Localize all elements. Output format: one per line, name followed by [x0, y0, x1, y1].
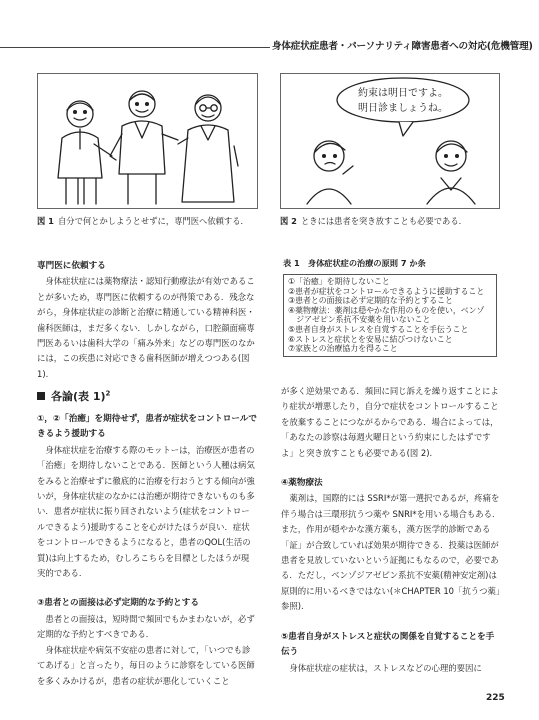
item-5-heading: ⑤患者自身がストレスと症状の関係を自覚することを手伝う	[281, 631, 495, 658]
speech-text-line2: 明日診ましょうね。	[358, 103, 448, 114]
appointment-illustration	[281, 74, 499, 208]
item-4-body: 薬剤は，国際的には SSRI*が第一選択であるが，疼痛を伴う場合は三環形抗うつ薬や SNRI*を用いる場合もある．また，作用が穏やかな漢方薬も，漢方医学的診断である「証」が合致していれば効果が期待できる．投薬は医師が患者を見放していないという証拠にもなるので，必要である．ただし，ベンゾジアゼピン系抗不安薬(精神安定剤)は原則的に用いるべきではない(＊CHAPTER 10「抗うつ薬」参照).	[281, 493, 501, 612]
referral-illustration	[38, 74, 257, 208]
item-4-heading: ④薬物療法	[281, 478, 323, 489]
item-5-body: 身体症状症の症状は，ストレスなどの心理的要因に	[289, 662, 482, 673]
table-item: ③患者との面接は必ず定期的な予約とすること	[288, 296, 453, 306]
table-item: ⑦家族との治療協力を得ること	[288, 344, 398, 354]
table-item: ①「治癒」を期待しないこと	[288, 277, 390, 286]
section-reference: 2	[105, 389, 111, 398]
running-header-title: 身体症状症患者・パーソナリティ障害患者への対応(危機管理)	[272, 41, 533, 52]
figure-2-caption	[280, 215, 467, 227]
section-heading	[37, 388, 110, 404]
continued-paragraph: が多く逆効果である．頻回に同じ訴えを繰り返すことにより症状が増悪したり，自分で症状をコントロールすることを放棄することにつながるからである．場合によっては，「あなたの診察は毎週火曜日という約束にしたはずですよ」と突き放すことも必要である(図 2).	[281, 386, 499, 458]
speech-text-line1: 約束は明日ですよ。	[358, 88, 448, 99]
section-label: 各論(表 1)	[51, 390, 106, 403]
item-1-2-heading: ①，②「治癒」を期待せず，患者が症状をコントロールできるよう援助する	[37, 414, 257, 440]
item-3-body-b: 身体症状症や病気不安症の患者に対して，「いつでも診てあげる」と言ったり，毎日のように診察をしている医師を多くみかけるが，患者の症状が悪化していくこと	[37, 644, 255, 686]
referral-section	[37, 259, 257, 382]
figure-2-caption-text: ときには患者を突き放すことも必要である．	[300, 216, 467, 226]
table-item: ⑥ストレスと症状とを安易に結びつけないこと	[288, 334, 453, 344]
table-1-box	[283, 274, 497, 357]
item-3-body-a: 患者との面接は，短時間で頻回でもかまわないが，必ず定期的な予約とすべきである．	[37, 613, 255, 640]
figure-1-caption	[37, 215, 249, 227]
figure-2-number: 図 2	[280, 216, 297, 226]
right-column-body	[281, 384, 501, 676]
section-square-icon	[37, 392, 45, 400]
figure-1-illustration	[37, 73, 258, 209]
table-1	[283, 258, 497, 357]
table-item: ④薬物療法：薬剤は穏やかな作用のものを使い，ベンゾ	[288, 305, 485, 315]
table-item: ⑤患者自身がストレスを自覚することを手伝うこと	[288, 324, 469, 334]
figure-2-illustration	[280, 73, 500, 209]
figure-1-caption-text: 自分で何とかしようとせずに，専門医へ依頼する．	[57, 216, 249, 226]
table-item: ②患者が症状をコントロールできるように援助すること	[288, 286, 485, 296]
page-number: 225	[486, 693, 505, 703]
referral-body: 身体症状症には薬物療法・認知行動療法が有効であることが多いため，専門医に依頼するのが得策である．残念ながら，身体症状症の診断と治療に精通している精神科医・歯科医師は，まだ多くない．しかしながら，口腔顔面痛専門医あるいは歯科大学の「痛み外来」などの専門医のなかには，この疾患に対応できる歯科医師が増えつつある(図 1).	[37, 276, 255, 379]
left-column-body	[37, 412, 257, 689]
referral-heading: 専門医に依頼する	[37, 261, 106, 271]
header-rule	[0, 47, 270, 48]
item-1-2-body: 身体症状症を治療する際のモットーは，治療医が患者の「治癒」を期待しないことである．医師という人種は病気をみると治療せずに徹底的に治療を行おうとする傾向が強いが，身体症状症のなかには治癒が期待できないものも多い．患者が症状に振り回されないよう(症状をコントロールできるよう)援助することを心がけたほうが良い．症状をコントロールできるようになると，患者のQOL(生活の質)は向上するため，むしろこちらを目標としたほうが現実的である．	[37, 444, 255, 579]
table-1-title: 表 1 身体症状症の治療の原則 7 か条	[283, 258, 426, 268]
item-3-heading: ③患者との面接は必ず定期的な予約とする	[37, 598, 199, 609]
figure-1-number: 図 1	[37, 216, 54, 226]
table-item-continuation: ジアゼピン系抗不安薬を用いないこと	[296, 315, 431, 325]
